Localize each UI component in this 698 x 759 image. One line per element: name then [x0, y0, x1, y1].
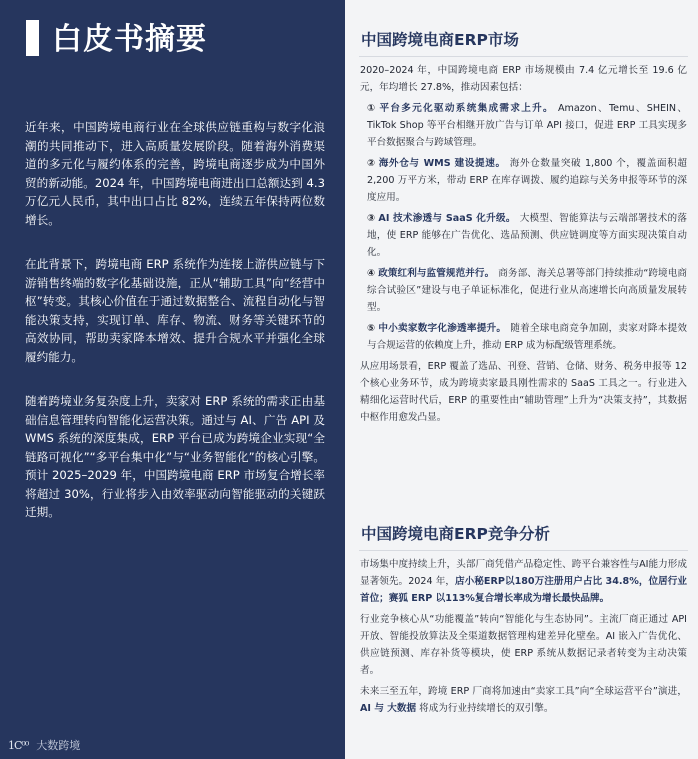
summary-panel	[0, 0, 345, 759]
summary-paragraph: 近年来，中国跨境电商行业在全球供应链重构与数字化浪潮的共同推动下，进入高质量发展阶段。随着海外消费渠道的多元化与履约体系的完善，跨境电商逐步成为中国外贸的新动能。2024 年，中国跨境电商进出口总额达到 4.3 万亿元人民币，其中出口占比 82%，连续五年保持两位数增长。	[25, 120, 325, 227]
driver-item	[360, 100, 687, 151]
driver-heading: AI 技术渗透与 SaaS 化升级。	[378, 213, 516, 224]
driver-heading: 政策红利与监管规范并行。	[378, 268, 495, 279]
section-divider	[359, 56, 688, 57]
footer-brand	[8, 737, 80, 753]
driver-item	[360, 210, 687, 261]
driver-number: ①	[367, 103, 377, 114]
page-title: 白皮书摘要	[52, 22, 207, 57]
section-title-market: 中国跨境电商ERP市场	[361, 31, 519, 49]
summary-body	[25, 118, 325, 548]
competition-section-body	[360, 556, 687, 721]
competition-highlight: AI 与 大数据	[360, 703, 417, 714]
competition-highlight: 店小秘ERP以180万注册用户占比 34.8%，位居行业首位；赛狐 ERP 以113%复合增长率成为增长最快品牌。	[360, 576, 688, 604]
summary-paragraph: 随着跨境业务复杂度上升，卖家对 ERP 系统的需求正由基础信息管理转向智能化运营决策。通过与 AI、广告 API 及 WMS 系统的深度集成，ERP 平台已成为跨境企业实现“全链路可视化”“多平台集中化”与“业务智能化”的核心引擎。预计 2025–2029 年，中国跨境电商 ERP 市场复合增长率将超过 30%，行业将步入由效率驱动向智能驱动的关键跃迁期。	[25, 394, 325, 519]
competition-paragraph: 行业竞争核心从“功能覆盖”转向“智能化与生态协同”。主流厂商正通过 API 开放、智能投放算法及全渠道数据管理构建差异化壁垒。AI 嵌入广告优化、供应链预测、库存补货等模块，使 ERP 系统从数据记录者转变为主动决策者。	[360, 614, 687, 676]
competition-text: 未来三至五年，跨境 ERP 厂商将加速由“卖家工具”向“全球运营平台”演进，	[360, 686, 687, 697]
summary-paragraph: 在此背景下，跨境电商 ERP 系统作为连接上游供应链与下游销售终端的数字化基础设施，正从“辅助工具”向“经营中枢”转变。其核心价值在于通过数据整合、流程自动化与智能决策支持，实现订单、库存、物流、财务等关键环节的高效协同，帮助卖家降本增效、提升合规水平并强化全球履约能力。	[25, 257, 325, 364]
section-title-competition: 中国跨境电商ERP竞争分析	[361, 525, 550, 543]
driver-item	[360, 265, 687, 316]
brand-logo-icon: 1C⁰⁰	[8, 738, 29, 752]
driver-text: 大模型、智能算法与云端部署技术的落地，使 ERP 能够在广告优化、选品预测、供应链调度等方面实现决策自动化。	[367, 213, 688, 258]
driver-text: 商务部、海关总署等部门持续推动“跨境电商综合试验区”建设与电子单证标准化，促进行业从高速增长向高质量发展转型。	[367, 268, 687, 313]
market-summary: 从应用场景看，ERP 覆盖了选品、刊登、营销、仓储、财务、税务申报等 12 个核心业务环节，成为跨境卖家最具刚性需求的 SaaS 工具之一。行业进入精细化运营时代后，ERP 的重要性由“辅助管理”上升为“决策支持”，其数据中枢作用愈发凸显。	[360, 361, 687, 423]
driver-heading: 中小卖家数字化渗透率提升。	[378, 323, 507, 334]
driver-number: ④	[367, 268, 376, 279]
market-intro: 2020–2024 年，中国跨境电商 ERP 市场规模由 7.4 亿元增长至 19.6 亿元，年均增长 27.8%，推动因素包括：	[360, 65, 687, 93]
driver-number: ③	[367, 213, 376, 224]
detail-panel	[345, 0, 698, 759]
brand-name: 大数跨境	[36, 739, 81, 752]
driver-number: ②	[367, 158, 376, 169]
driver-heading: 海外仓与 WMS 建设提速。	[378, 158, 506, 169]
competition-paragraph	[360, 683, 687, 717]
competition-text: 将成为行业持续增长的双引擎。	[416, 703, 554, 714]
driver-text: Amazon、Temu、SHEIN、TikTok Shop 等平台相继开放广告与订单 API 接口，促进 ERP 工具实现多平台数据聚合与跨域管理。	[367, 103, 688, 148]
competition-text: 市场集中度持续上升，头部厂商凭借产品稳定性、跨平台兼容性与AI能力形成显著领先。2024 年，	[360, 559, 687, 587]
competition-paragraph	[360, 556, 687, 607]
title-accent-bar	[26, 20, 39, 56]
driver-heading: 平台多元化驱动系统集成需求上升。	[379, 103, 554, 114]
section-divider	[359, 550, 688, 551]
market-section-body	[360, 62, 687, 430]
driver-item	[360, 155, 687, 206]
driver-text: 海外仓数量突破 1,800 个，覆盖面积超 2,200 万平方米，带动 ERP 在库存调拨、履约追踪与关务申报等环节的深度应用。	[367, 158, 687, 203]
driver-item	[360, 320, 687, 354]
driver-text: 随着全球电商竞争加剧，卖家对降本提效与合规运营的依赖度上升，推动 ERP 成为标配级管理系统。	[367, 323, 688, 351]
driver-number: ⑤	[367, 323, 376, 334]
